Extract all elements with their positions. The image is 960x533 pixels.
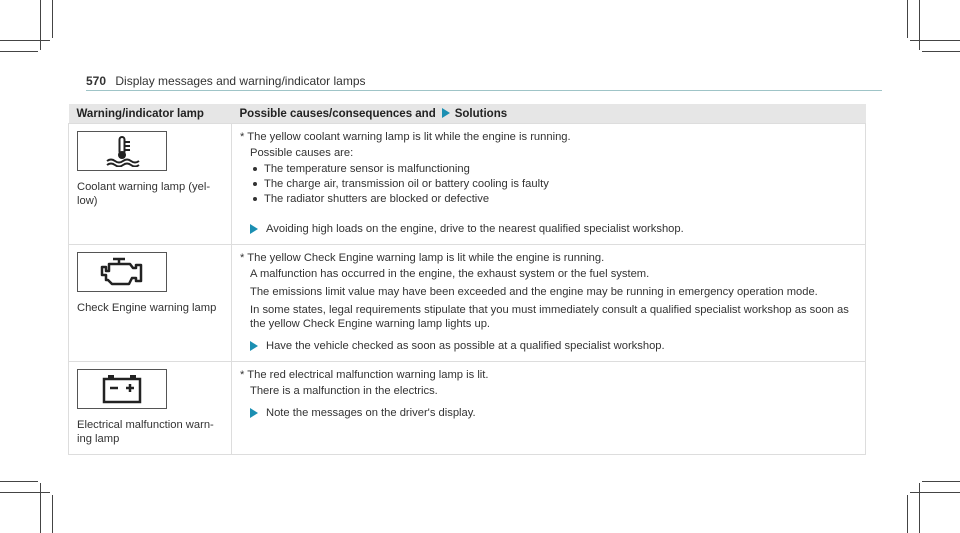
crop-mark [919, 0, 920, 50]
lamp-label: Coolant warning lamp (yel-low) [77, 181, 211, 207]
description-cell [232, 245, 866, 362]
crop-mark [52, 0, 53, 38]
crop-mark [0, 51, 38, 52]
crop-mark [919, 483, 920, 533]
table-header-row [69, 104, 866, 124]
check-engine-icon [77, 252, 167, 292]
column-header-solutions-label: Solutions [454, 107, 508, 120]
crop-mark [910, 492, 960, 493]
crop-mark [52, 495, 53, 533]
coolant-temperature-icon [77, 131, 167, 171]
table-row [69, 245, 866, 362]
arrow-right-icon [250, 408, 258, 418]
arrow-right-icon [250, 341, 258, 351]
crop-mark [922, 481, 960, 482]
lamp-cell [69, 362, 232, 455]
bullet-icon [253, 182, 257, 186]
list-item: The radiator shutters are blocked or defective [240, 192, 857, 206]
description-text: In some states, legal requirements stipulate that you must immediately consult a qualified specialist workshop as soon as the yellow Check Engine warning lamp lights up. [250, 304, 849, 330]
crop-mark [922, 51, 960, 52]
list-item: The temperature sensor is malfunctioning [240, 162, 857, 176]
list-item: The charge air, transmission oil or battery cooling is faulty [240, 177, 857, 191]
crop-mark [907, 0, 908, 38]
description-cell [232, 124, 866, 245]
arrow-right-icon [250, 224, 258, 234]
crop-mark [40, 0, 41, 50]
lamp-cell [69, 124, 232, 245]
description-text: * The yellow coolant warning lamp is lit while the engine is running. [240, 131, 571, 143]
page-number: 570 [86, 74, 107, 88]
lamp-label: Electrical malfunction warn-ing lamp [77, 419, 214, 445]
possible-causes-label: Possible causes are: [250, 147, 354, 159]
lamp-cell [69, 245, 232, 362]
description-text: * The red electrical malfunction warning lamp is lit. [240, 369, 489, 381]
action-step: Have the vehicle checked as soon as possible at a qualified specialist workshop. [240, 339, 857, 353]
crop-mark [910, 40, 960, 41]
battery-icon [77, 369, 167, 409]
table-row [69, 124, 866, 245]
description-text: The emissions limit value may have been exceeded and the engine may be running in emergency operation mode. [250, 286, 818, 298]
crop-mark [40, 483, 41, 533]
bullet-icon [253, 167, 257, 171]
action-step: Avoiding high loads on the engine, drive to the nearest qualified specialist workshop. [240, 222, 857, 236]
action-step: Note the messages on the driver's display. [240, 406, 857, 420]
description-text: A malfunction has occurred in the engine, the exhaust system or the fuel system. [250, 268, 650, 280]
lamp-label: Check Engine warning lamp [77, 302, 217, 314]
page-title: Display messages and warning/indicator lamps [115, 74, 366, 88]
crop-mark [907, 495, 908, 533]
page-header [86, 74, 366, 88]
header-divider [86, 90, 882, 91]
column-header-lamp: Warning/indicator lamp [69, 104, 232, 124]
table-row [69, 362, 866, 455]
arrow-right-icon [442, 108, 450, 118]
crop-mark [0, 481, 38, 482]
column-header-causes [232, 104, 866, 124]
description-text: * The yellow Check Engine warning lamp is lit while the engine is running. [240, 252, 605, 264]
crop-mark [0, 492, 50, 493]
crop-mark [0, 40, 50, 41]
description-text: There is a malfunction in the electrics. [250, 385, 438, 397]
warning-lamp-table [68, 104, 866, 455]
column-header-causes-label: Possible causes/consequences and [239, 107, 436, 120]
description-cell [232, 362, 866, 455]
bullet-icon [253, 197, 257, 201]
